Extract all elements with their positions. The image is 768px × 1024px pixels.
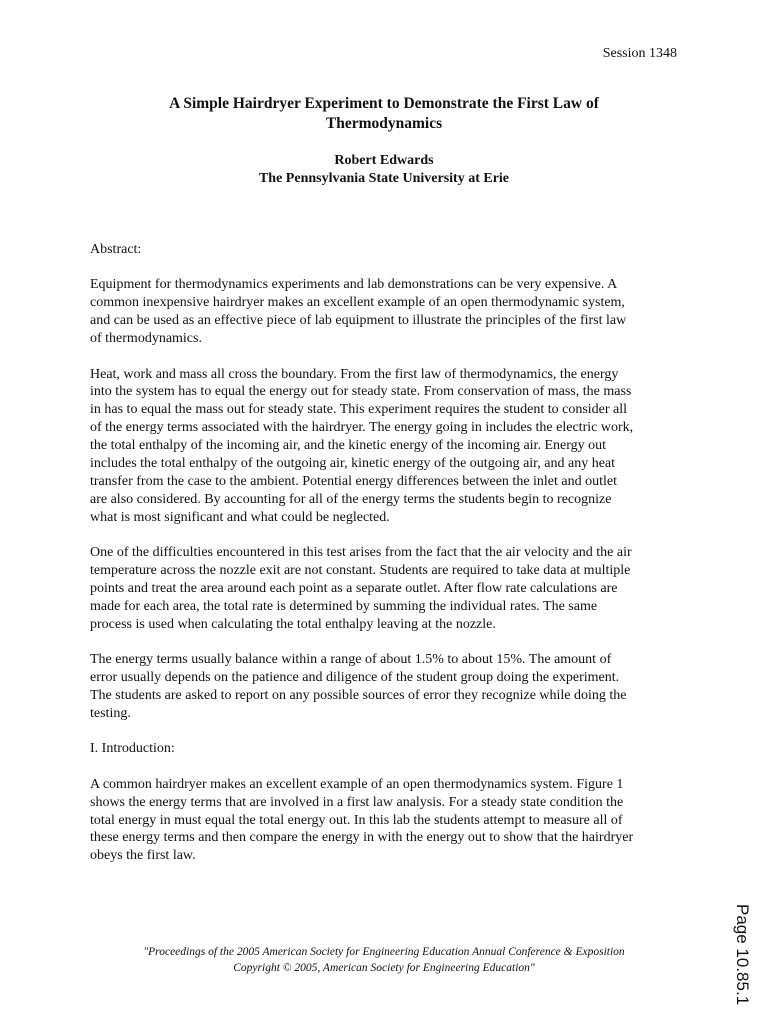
text-line: the total enthalpy of the incoming air, and the kinetic energy of the incoming air. Energy out xyxy=(90,438,607,454)
author-block xyxy=(0,152,768,188)
text-line: Heat, work and mass all cross the boundary. From the first law of thermodynamics, the energy xyxy=(90,366,619,382)
page-number-label: Page 10.85.1 xyxy=(733,904,752,1006)
author-affiliation: The Pennsylvania State University at Erie xyxy=(258,171,510,186)
text-line: transfer from the case to the ambient. Potential energy differences between the inlet and outlet xyxy=(90,473,618,489)
text-line: these energy terms and then compare the energy in with the energy out to show that the hairdryer xyxy=(90,830,634,846)
text-line: of thermodynamics. xyxy=(90,331,202,347)
text-line: process is used when calculating the total enthalpy leaving at the nozzle. xyxy=(90,616,496,632)
paper-title xyxy=(0,94,768,134)
proceedings-footer xyxy=(0,944,768,976)
text-line: One of the difficulties encountered in this test arises from the fact that the air velocity and the air xyxy=(90,545,632,561)
text-line: error usually depends on the patience and diligence of the student group doing the experiment. xyxy=(90,670,620,686)
text-line: what is most significant and what could be neglected. xyxy=(90,509,390,525)
abstract-paragraph xyxy=(90,366,680,527)
abstract-heading: Abstract: xyxy=(90,242,142,257)
text-line: common inexpensive hairdryer makes an excellent example of an open thermodynamic system, xyxy=(90,295,625,311)
text-line: are also considered. By accounting for all of the energy terms the students begin to recognize xyxy=(90,491,612,507)
footer-line: "Proceedings of the 2005 American Society for Engineering Education Annual Conference & Exposition xyxy=(143,946,625,958)
text-line: testing. xyxy=(90,705,131,721)
author-name: Robert Edwards xyxy=(334,153,434,168)
text-line: includes the total enthalpy of the outgoing air, kinetic energy of the outgoing air, and any heat xyxy=(90,456,616,472)
text-line: The students are asked to report on any possible sources of error they recognize while doing the xyxy=(90,688,627,704)
abstract-paragraph xyxy=(90,544,680,634)
text-line: The energy terms usually balance within a range of about 1.5% to about 15%. The amount of xyxy=(90,652,612,668)
footer-line: Copyright © 2005, American Society for Engineering Education" xyxy=(233,962,535,974)
title-line: Thermodynamics xyxy=(325,115,443,132)
abstract-paragraph xyxy=(90,276,680,348)
paper-body xyxy=(90,241,680,883)
intro-paragraph xyxy=(90,776,680,866)
text-line: shows the energy terms that are involved in a first law analysis. For a steady state condition the xyxy=(90,794,624,810)
abstract-paragraph xyxy=(90,651,680,723)
text-line: temperature across the nozzle exit are not constant. Students are required to take data at multiple xyxy=(90,563,631,579)
text-line: into the system has to equal the energy out for steady state. From conservation of mass, the mass xyxy=(90,384,632,400)
text-line: total energy in must equal the total energy out. In this lab the students attempt to measure all of xyxy=(90,812,623,828)
text-line: in has to equal the mass out for steady state. This experiment requires the student to consider all xyxy=(90,402,628,418)
session-number: Session 1348 xyxy=(602,46,677,61)
text-line: made for each area, the total rate is determined by summing the individual rates. The same xyxy=(90,598,598,614)
text-line: of the energy terms associated with the hairdryer. The energy going in includes the electric work, xyxy=(90,420,634,436)
text-line: A common hairdryer makes an excellent example of an open thermodynamics system. Figure 1 xyxy=(90,776,624,792)
text-line: points and treat the area around each point as a separate outlet. After flow rate calculations are xyxy=(90,581,618,596)
section-heading: I. Introduction: xyxy=(90,741,175,757)
title-line: A Simple Hairdryer Experiment to Demonstrate the First Law of xyxy=(169,95,599,112)
text-line: obeys the first law. xyxy=(90,848,196,864)
text-line: and can be used as an effective piece of lab equipment to illustrate the principles of the first law xyxy=(90,313,627,329)
text-line: Equipment for thermodynamics experiments and lab demonstrations can be very expensive. A xyxy=(90,277,618,293)
